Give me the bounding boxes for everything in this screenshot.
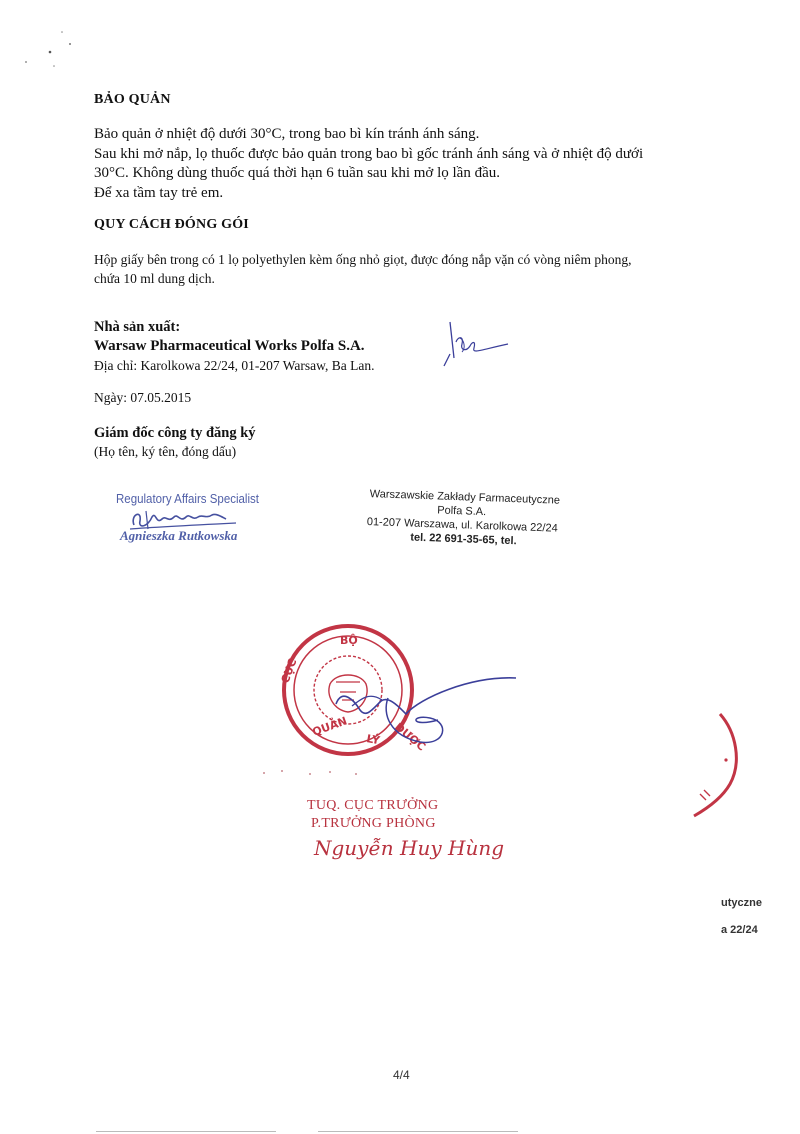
manufacturer-address: Địa chỉ: Karolkowa 22/24, 01-207 Warsaw, Ba Lan. [94,358,375,373]
director-label: Giám đốc công ty đăng ký [94,425,256,441]
partial-seal-image [690,712,750,822]
svg-text:CỤC: CỤC [278,657,300,686]
storage-heading: BẢO QUẢN [94,92,171,107]
scan-edge-line [96,1131,276,1132]
document-date: Ngày: 07.05.2015 [94,390,192,405]
authority-line-1: TUQ. CỤC TRƯỞNG [307,798,439,813]
partial-stamp-line-1: utyczne [721,897,762,909]
storage-line-4: Để xa tầm tay trẻ em. [94,185,224,201]
seal-ink-marks [258,766,378,780]
scan-edge-line [318,1131,518,1132]
authority-line-2: P.TRƯỞNG PHÒNG [311,816,436,831]
stamp-left-title: Regulatory Affairs Specialist [116,492,259,506]
manufacturer-name: Warsaw Pharmaceutical Works Polfa S.A. [94,338,365,354]
authority-seal-image [270,618,530,768]
svg-text:QUẢN: QUẢN [310,714,349,739]
storage-line-1: Bảo quản ở nhiệt độ dưới 30°C, trong bao bì kín tránh ánh sáng. [94,126,480,142]
svg-text:BỘ: BỘ [340,634,358,647]
packaging-line-2: chứa 10 ml dung dịch. [94,271,215,286]
partial-stamp-line-2: a 22/24 [721,924,758,936]
packaging-line-1: Hộp giấy bên trong có 1 lọ polyethylen kèm ống nhỏ giọt, được đóng nắp vặn có vòng niêm phong, [94,252,632,267]
scan-speckles [20,28,90,78]
company-stamp-line-4: tel. 22 691-35-65, tel. [410,531,517,548]
director-note: (Họ tên, ký tên, đóng dấu) [94,444,237,459]
page-number: 4/4 [393,1068,410,1082]
storage-line-2: Sau khi mở nắp, lọ thuốc được bảo quản trong bao bì gốc tránh ánh sáng và ở nhiệt độ dưới [94,146,644,162]
company-stamp-line-3: 01-207 Warszawa, ul. Karolkowa 22/24 [366,515,558,535]
manufacturer-label: Nhà sản xuất: [94,319,181,335]
stamp-left-name: Agnieszka Rutkowska [120,528,238,543]
svg-text:DƯỢC: DƯỢC [392,720,429,754]
manufacturer-signature-image [436,318,516,370]
storage-line-3: 30°C. Không dùng thuốc quá thời hạn 6 tuần sau khi mở lọ lần đầu. [94,165,500,181]
packaging-heading: QUY CÁCH ĐÓNG GÓI [94,217,249,232]
company-stamp-line-2: Polfa S.A. [437,504,487,519]
svg-text:LÝ: LÝ [365,732,381,748]
authority-name: Nguyễn Huy Hùng [314,836,505,860]
company-stamp-line-1: Warszawskie Zakłady Farmaceutyczne [369,488,561,507]
